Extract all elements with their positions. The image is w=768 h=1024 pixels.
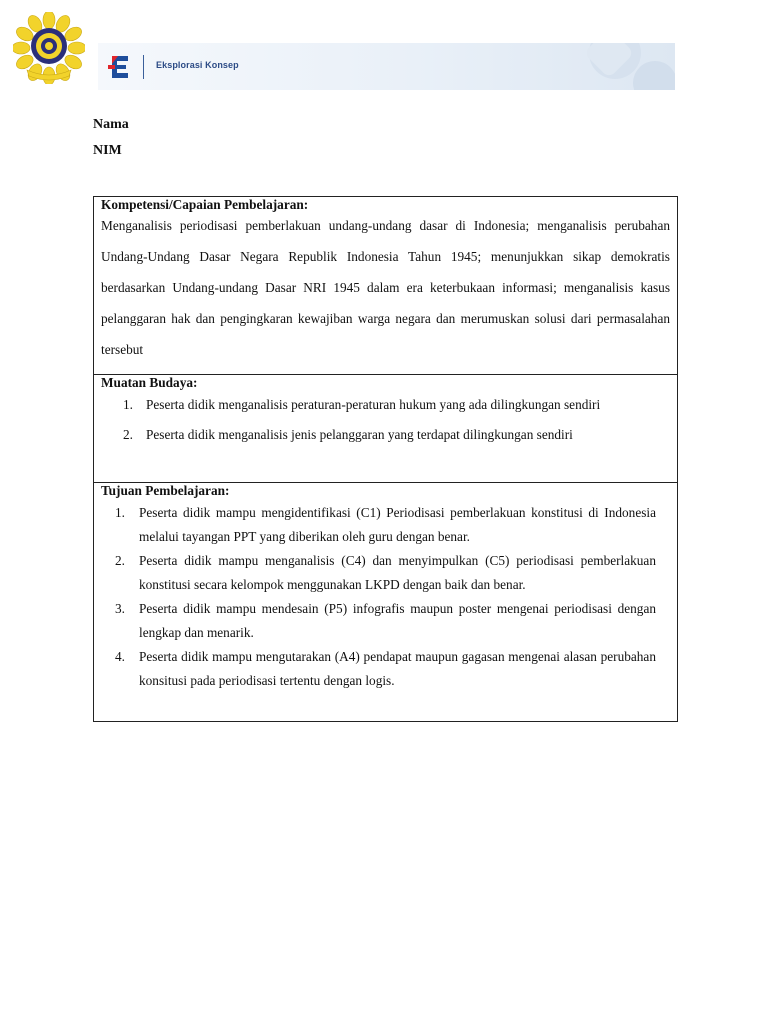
- tujuan-list: [101, 501, 670, 693]
- kompetensi-row: [94, 197, 678, 375]
- banner-separator: [143, 55, 144, 79]
- list-item: [101, 645, 656, 693]
- list-item-text: Peserta didik menganalisis jenis pelanggaran yang terdapat dilingkungan sendiri: [146, 427, 573, 442]
- nama-label: Nama: [93, 117, 129, 132]
- list-item-number: 2.: [115, 553, 125, 568]
- tujuan-cell: [94, 483, 678, 722]
- muatan-budaya-title: Muatan Budaya:: [101, 375, 198, 390]
- tujuan-title: Tujuan Pembelajaran:: [101, 483, 230, 498]
- kompetensi-body: Menganalisis periodisasi pemberlakuan undang-undang dasar di Indonesia; menganalisis perubahan Undang-Undang Dasar Negara Republik Indonesia Tahun 1945; menunjukkan sikap demokratis berdasarkan Undang-undang Dasar NRI 1945 dalam era keterbukaan informasi; menganalisis kasus pelanggaran hak dan pengingkaran kewajiban warga negara dan merumuskan solusi dari permasalahan tersebut: [101, 218, 670, 357]
- list-item-text: Peserta didik mampu menganalisis (C4) dan menyimpulkan (C5) periodisasi pemberlakuan konstitusi secara kelompok menggunakan LKPD dengan baik dan benar.: [139, 553, 656, 592]
- list-item: [101, 396, 670, 413]
- list-item-number: 4.: [115, 649, 125, 664]
- list-item-text: Peserta didik menganalisis peraturan-peraturan hukum yang ada dilingkungan sendiri: [146, 397, 601, 412]
- list-item-number: 1.: [115, 505, 125, 520]
- list-item: [101, 549, 656, 597]
- university-seal-logo: [13, 12, 85, 84]
- list-item-text: Peserta didik mampu mengutarakan (A4) pendapat maupun gagasan mengenai alasan perubahan konsitusi pada periodisasi tertentu dengan logis.: [139, 649, 656, 688]
- muatan-budaya-list: [101, 396, 670, 443]
- list-item-text: Peserta didik mampu mendesain (P5) infografis maupun poster mengenai periodisasi dengan lengkap dan menarik.: [139, 601, 656, 640]
- list-item-number: 3.: [115, 601, 125, 616]
- banner-title: Eksplorasi Konsep: [156, 60, 239, 70]
- list-item-number: 2.: [123, 427, 133, 442]
- header-banner: [98, 43, 675, 90]
- banner-decoration: [495, 43, 675, 90]
- muatan-budaya-cell: [94, 375, 678, 483]
- list-item: [101, 426, 670, 443]
- nim-label: NIM: [93, 143, 122, 158]
- list-item-text: Peserta didik mampu mengidentifikasi (C1) Periodisasi pemberlakuan konstitusi di Indonesia melalui tayangan PPT yang diberikan oleh guru dengan benar.: [139, 505, 656, 544]
- list-item: [101, 597, 656, 645]
- e-brand-icon: [108, 54, 130, 80]
- list-item-number: 1.: [123, 397, 133, 412]
- list-item: [101, 501, 656, 549]
- learning-objectives-table: [93, 196, 678, 722]
- muatan-budaya-row: [94, 375, 678, 483]
- tujuan-row: [94, 483, 678, 722]
- kompetensi-title: Kompetensi/Capaian Pembelajaran:: [101, 197, 309, 212]
- kompetensi-cell: [94, 197, 678, 375]
